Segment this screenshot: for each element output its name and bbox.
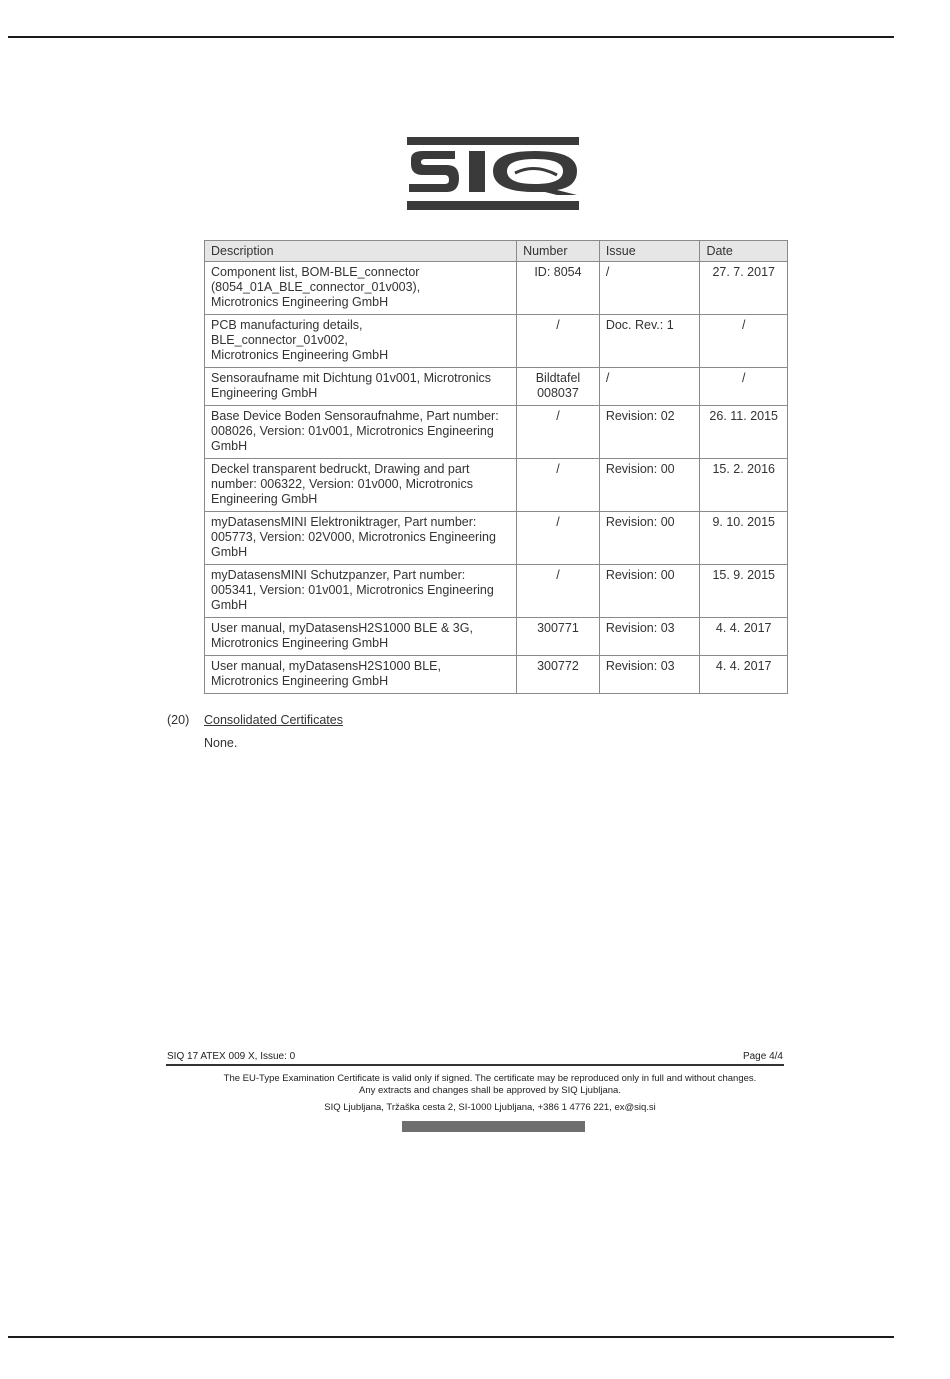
cell-issue: Revision: 03 xyxy=(599,656,700,694)
description-line: Engineering GmbH xyxy=(211,386,318,400)
description-line: Engineering GmbH xyxy=(211,492,318,506)
number-line: / xyxy=(556,462,560,476)
cell-issue: Revision: 02 xyxy=(599,406,700,459)
cell-date: 9. 10. 2015 xyxy=(700,512,788,565)
header-description: Description xyxy=(205,241,517,262)
cell-description xyxy=(205,406,517,459)
number-line: / xyxy=(556,409,560,423)
cell-date: 4. 4. 2017 xyxy=(700,618,788,656)
description-line: myDatasensMINI Elektroniktrager, Part number: xyxy=(211,515,477,529)
number-line: 300771 xyxy=(537,621,579,635)
description-line: Microtronics Engineering GmbH xyxy=(211,674,389,688)
description-line: PCB manufacturing details, xyxy=(211,318,363,332)
cell-number xyxy=(517,368,600,406)
cell-number xyxy=(517,406,600,459)
cell-number xyxy=(517,656,600,694)
cell-issue: Revision: 03 xyxy=(599,618,700,656)
description-line: BLE_connector_01v002, xyxy=(211,333,348,347)
description-line: Base Device Boden Sensoraufnahme, Part number: xyxy=(211,409,499,423)
cell-issue: Doc. Rev.: 1 xyxy=(599,315,700,368)
description-line: (8054_01A_BLE_connector_01v003), xyxy=(211,280,421,294)
siq-logo xyxy=(407,137,579,211)
cell-date: 26. 11. 2015 xyxy=(700,406,788,459)
description-line: GmbH xyxy=(211,439,248,453)
cell-description xyxy=(205,262,517,315)
number-line: ID: 8054 xyxy=(534,265,582,279)
cell-description xyxy=(205,618,517,656)
cell-number xyxy=(517,315,600,368)
description-line: User manual, myDatasensH2S1000 BLE & 3G, xyxy=(211,621,473,635)
cell-date: 15. 9. 2015 xyxy=(700,565,788,618)
description-line: GmbH xyxy=(211,598,248,612)
cell-date: 27. 7. 2017 xyxy=(700,262,788,315)
cell-issue: Revision: 00 xyxy=(599,512,700,565)
number-line: / xyxy=(556,318,560,332)
cell-description xyxy=(205,368,517,406)
table-row xyxy=(205,656,788,694)
cell-number xyxy=(517,618,600,656)
table-row xyxy=(205,565,788,618)
cell-description xyxy=(205,315,517,368)
table-row xyxy=(205,459,788,512)
description-line: Sensoraufname mit Dichtung 01v001, Microtronics xyxy=(211,371,491,385)
table-row xyxy=(205,618,788,656)
cell-number xyxy=(517,512,600,565)
cell-number xyxy=(517,565,600,618)
header-number: Number xyxy=(517,241,600,262)
number-line: Bildtafel xyxy=(535,371,581,385)
description-line: Component list, BOM-BLE_connector xyxy=(211,265,420,279)
number-line: 008037 xyxy=(537,386,579,400)
description-line: myDatasensMINI Schutzpanzer, Part number: xyxy=(211,568,466,582)
cell-issue: Revision: 00 xyxy=(599,459,700,512)
number-line: / xyxy=(556,515,560,529)
footer-validity-note: The EU-Type Examination Certificate is valid only if signed. The certificate may be reproduced only in full and without changes. xyxy=(223,1073,757,1084)
cell-description xyxy=(205,565,517,618)
number-line: / xyxy=(556,568,560,582)
cell-description xyxy=(205,459,517,512)
cell-date: 15. 2. 2016 xyxy=(700,459,788,512)
table-row xyxy=(205,315,788,368)
section-body: None. xyxy=(204,736,238,750)
description-line: 005773, Version: 02V000, Microtronics Engineering xyxy=(211,530,496,544)
cell-issue: Revision: 00 xyxy=(599,565,700,618)
footer-address: SIQ Ljubljana, Tržaška cesta 2, SI-1000 Ljubljana, +386 1 4776 221, ex@siq.si xyxy=(324,1102,656,1113)
cell-date: 4. 4. 2017 xyxy=(700,656,788,694)
footer-rule xyxy=(166,1064,784,1066)
description-line: 008026, Version: 01v001, Microtronics Engineering xyxy=(211,424,494,438)
cell-number xyxy=(517,262,600,315)
table-row xyxy=(205,368,788,406)
table-row xyxy=(205,262,788,315)
description-line: Microtronics Engineering GmbH xyxy=(211,636,389,650)
header-issue: Issue xyxy=(599,241,700,262)
components-table xyxy=(204,240,788,694)
cell-description xyxy=(205,512,517,565)
top-rule xyxy=(8,36,894,38)
certificate-reference: SIQ 17 ATEX 009 X, Issue: 0 xyxy=(167,1051,296,1062)
description-line: number: 006322, Version: 01v000, Microtronics xyxy=(211,477,473,491)
cell-issue: / xyxy=(599,368,700,406)
table-row xyxy=(205,512,788,565)
cell-issue: / xyxy=(599,262,700,315)
description-line: Deckel transparent bedruckt, Drawing and part xyxy=(211,462,470,476)
footer-bar xyxy=(402,1121,585,1132)
section-title: Consolidated Certificates xyxy=(204,713,343,727)
cell-description xyxy=(205,656,517,694)
cell-date: / xyxy=(700,315,788,368)
table-header-row xyxy=(205,241,788,262)
cell-date: / xyxy=(700,368,788,406)
table-row xyxy=(205,406,788,459)
description-line: 005341, Version: 01v001, Microtronics Engineering xyxy=(211,583,494,597)
table-body xyxy=(205,262,788,694)
bottom-rule xyxy=(8,1336,894,1338)
cell-number xyxy=(517,459,600,512)
footer-approval-note: Any extracts and changes shall be approved by SIQ Ljubljana. xyxy=(359,1085,621,1096)
number-line: 300772 xyxy=(537,659,579,673)
header-date: Date xyxy=(700,241,788,262)
description-line: Microtronics Engineering GmbH xyxy=(211,295,389,309)
description-line: GmbH xyxy=(211,545,248,559)
description-line: User manual, myDatasensH2S1000 BLE, xyxy=(211,659,441,673)
section-number: (20) xyxy=(167,713,190,727)
page-number: Page 4/4 xyxy=(742,1051,783,1062)
description-line: Microtronics Engineering GmbH xyxy=(211,348,389,362)
